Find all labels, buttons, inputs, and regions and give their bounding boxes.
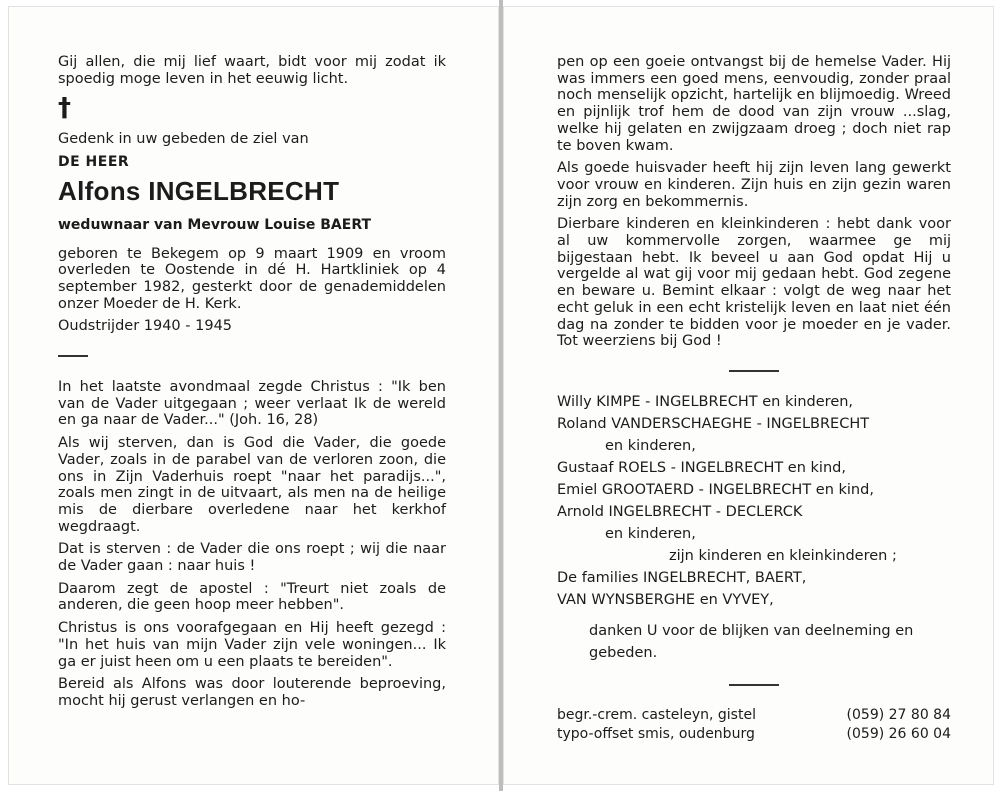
- veteran-text: Oudstrijder 1940 - 1945: [58, 318, 233, 335]
- left-content: [58, 54, 446, 716]
- title-text: DE HEER: [58, 154, 130, 171]
- paragraph: Als goede huisvader heeft hij zijn leven lang gewerkt voor vrouw en kinderen. Zijn huis en zijn gezin waren zijn zorg en bekommernis.: [557, 160, 951, 210]
- prayer-text: Gij allen, die mij lief waart, bidt voor mij zodat ik spoedig moge leven in het eeuwig licht.: [58, 54, 446, 87]
- family-line: De families INGELBRECHT, BAERT,: [557, 569, 807, 586]
- printer-name: typo-offset smis, oudenburg: [557, 725, 755, 742]
- widower-text: weduwnaar van Mevrouw Louise BAERT: [58, 216, 372, 233]
- bio-text: geboren te Bekegem op 9 maart 1909 en vroom overleden te Oostende in dé H. Hartkliniek op 4 september 1982, gesterkt door de genademiddelen onzer Moeder de H. Kerk.: [58, 245, 446, 312]
- family-line: en kinderen,: [605, 437, 696, 454]
- family-line: en kinderen,: [605, 525, 696, 542]
- family-line: zijn kinderen en kleinkinderen ;: [669, 547, 897, 564]
- paragraph: Dat is sterven : de Vader die ons roept ; wij die naar de Vader gaan : naar huis !: [58, 541, 446, 575]
- family-line: Roland VANDERSCHAEGHE - INGELBRECHT: [557, 415, 870, 432]
- thanks-text: danken U voor de blijken van deelneming en gebeden.: [589, 622, 914, 661]
- remember-text: Gedenk in uw gebeden de ziel van: [58, 131, 309, 148]
- printer-line: [557, 725, 951, 744]
- paragraph: Bereid als Alfons was door louterende beproeving, mocht hij gerust verlangen en ho-: [58, 676, 446, 709]
- paragraph: pen op een goeie ontvangst bij de hemelse Vader. Hij was immers een goed mens, eenvoudig, zonder praal noch menselijk opzicht, hartelijk en blijmoedig. Wreed en pijnlijk trof hem de dood van zijn vrouw ...slag, welke hij gelaten en zwijgzaam droeg ; doch niet rap te boven kwam.: [557, 54, 951, 154]
- paragraph: Christus is ons voorafgegaan en Hij heeft gezegd : "In het huis van mijn Vader zijn vele woningen... Ik ga er juist heen om u een plaats te bereiden".: [58, 620, 446, 670]
- family-line: Gustaaf ROELS - INGELBRECHT en kind,: [557, 459, 846, 476]
- deceased-name: Alfons INGELBRECHT: [58, 175, 340, 206]
- divider: [729, 370, 779, 372]
- cross-icon: †: [58, 93, 71, 124]
- family-line: Arnold INGELBRECHT - DECLERCK: [557, 503, 803, 520]
- family-line: Emiel GROOTAERD - INGELBRECHT en kind,: [557, 481, 874, 498]
- right-content: [557, 54, 951, 744]
- left-page: [8, 6, 499, 785]
- paragraph: In het laatste avondmaal zegde Christus : "Ik ben van de Vader uitgegaan ; weer verlaat Ik de wereld en ga naar de Vader..." (Joh. 16, 28): [58, 379, 446, 429]
- printer-name: begr.-crem. casteleyn, gistel: [557, 706, 756, 723]
- family-line: Willy KIMPE - INGELBRECHT en kinderen,: [557, 393, 854, 410]
- paragraph: Dierbare kinderen en kleinkinderen : hebt dank voor al uw kommervolle zorgen, waarmee ge mij bijgestaan hebt. Ik beveel u aan God opdat Hij u vergelde al wat gij voor mij gedaan hebt. God zegene en beware u. Bemint elkaar : volgt de weg naar het echt geluk in een echt kristelijk leven en laat niet één dag na zonder te bidden voor je moeder en je vader. Tot weerziens bij God !: [557, 216, 951, 350]
- printer-line: [557, 706, 951, 725]
- right-page: [503, 6, 994, 785]
- family-line: VAN WYNSBERGHE en VYVEY,: [557, 591, 774, 608]
- divider: [729, 684, 779, 686]
- paragraph: Als wij sterven, dan is God die Vader, die goede Vader, zoals in de parabel van de verloren zoon, die ons in Zijn Vaderhuis roept "naar het paradijs...", zoals men zingt in de uitvaart, als men na de heilige mis de dierbare overledene naar het kerkhof wegdraagt.: [58, 435, 446, 535]
- divider: [58, 355, 88, 357]
- printer-phone: (059) 26 60 04: [846, 725, 951, 742]
- paragraph: Daarom zegt de apostel : "Treurt niet zoals de anderen, die geen hoop meer hebben".: [58, 580, 446, 614]
- printer-phone: (059) 27 80 84: [846, 706, 951, 723]
